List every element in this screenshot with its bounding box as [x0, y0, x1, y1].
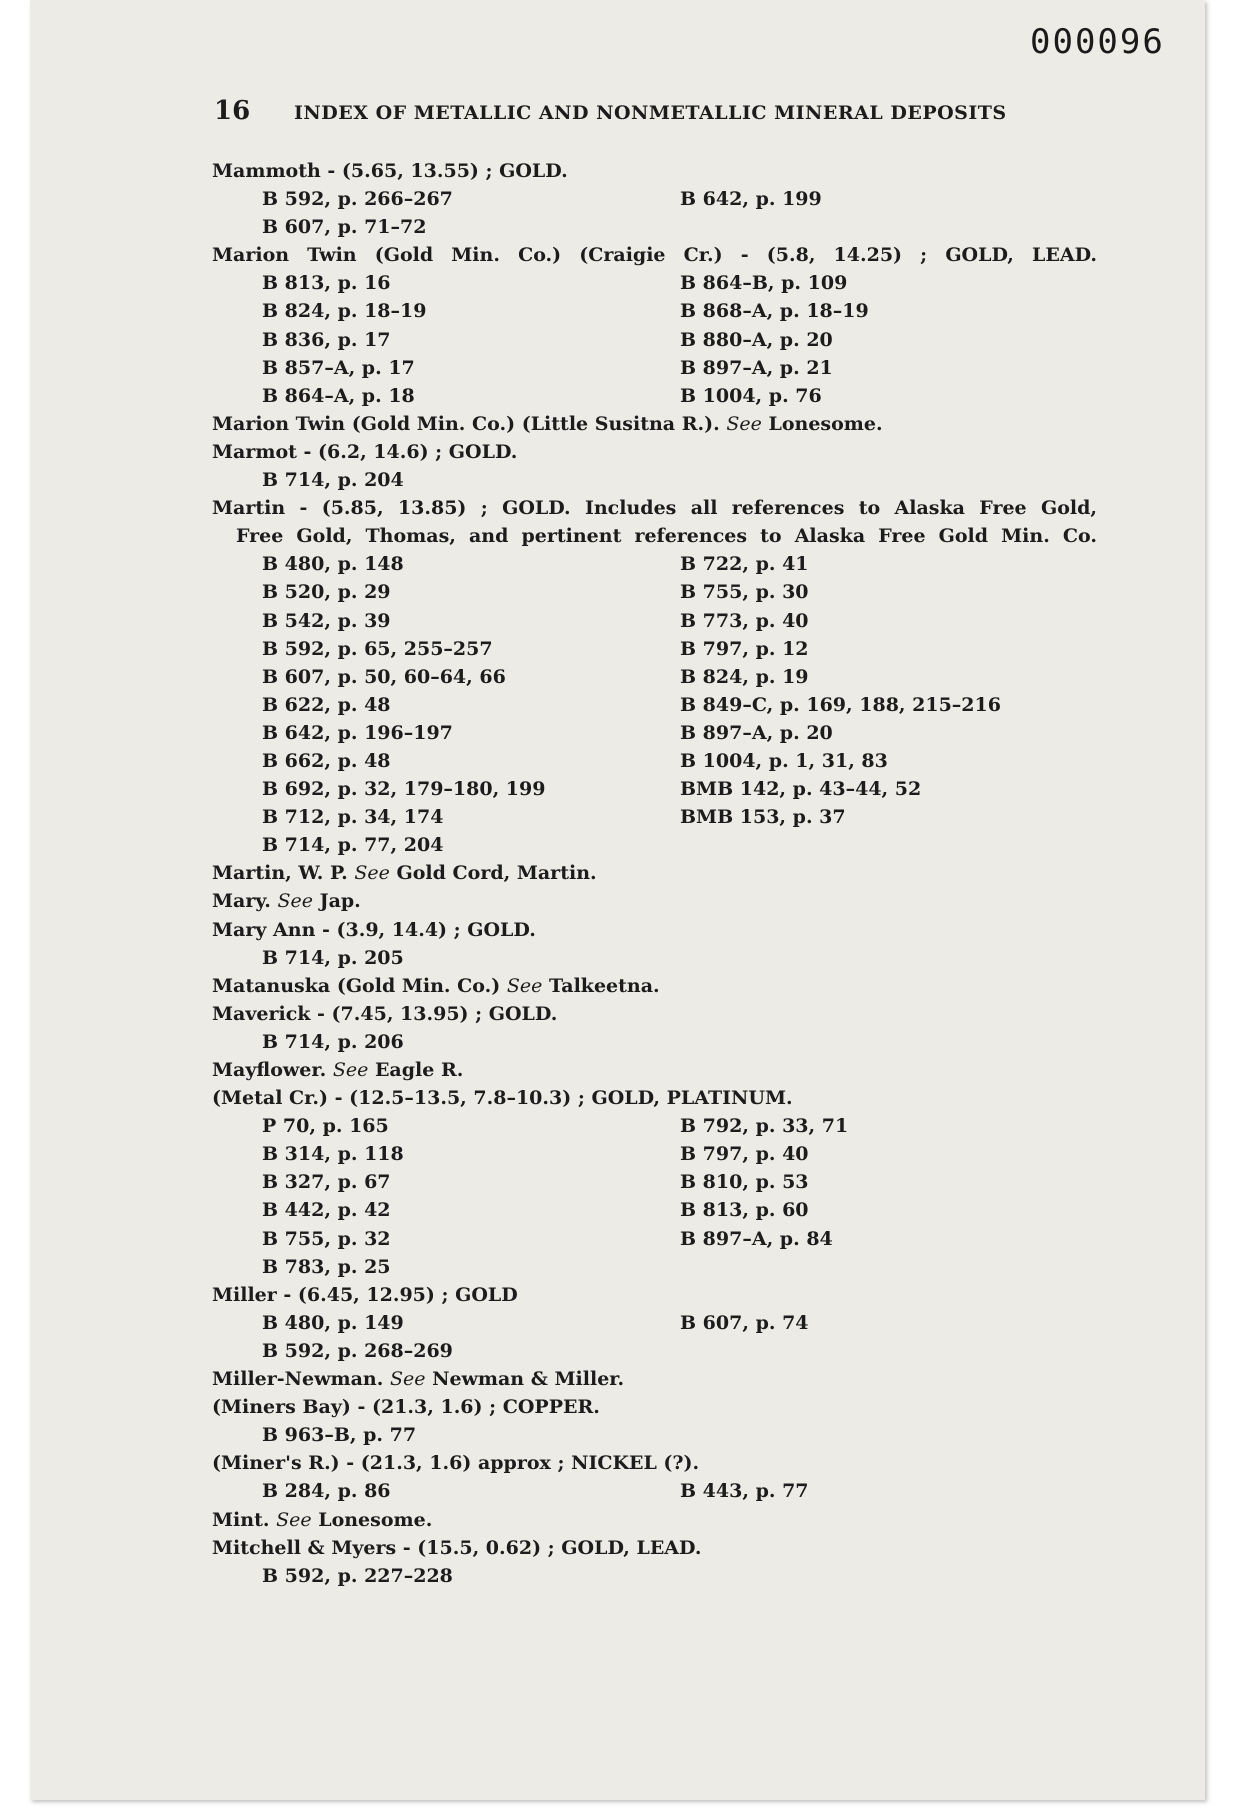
reference-citation: B 963–B, p. 77: [262, 1424, 417, 1447]
index-entry-heading: [212, 241, 1097, 269]
reference-citation: B 714, p. 77, 204: [262, 834, 444, 857]
page-stamp-number: 000096: [1030, 22, 1165, 62]
entry-text: Matanuska (Gold Min. Co.): [212, 974, 507, 997]
reference-citation: B 607, p. 50, 60–64, 66: [262, 665, 506, 688]
entry-text: Maverick - (7.45, 13.95) ; GOLD.: [212, 1002, 558, 1025]
index-entry-continuation: [212, 522, 1097, 550]
reference-citation: BMB 153, p. 37: [680, 806, 846, 829]
reference-citation: B 857–A, p. 17: [262, 356, 415, 379]
reference-citation: B 813, p. 16: [262, 272, 391, 295]
reference-citation: P 70, p. 165: [262, 1115, 389, 1138]
reference-citation: [680, 944, 1140, 972]
page-title: INDEX OF METALLIC AND NONMETALLIC MINERAL DEPOSITS: [294, 102, 1007, 124]
reference-citation: B 880–A, p. 20: [680, 328, 833, 351]
reference-citation: B 773, p. 40: [680, 609, 809, 632]
reference-citation: B 868–A, p. 18–19: [680, 300, 869, 323]
entry-text: (Miners Bay) - (21.3, 1.6) ; COPPER.: [212, 1396, 600, 1419]
reference-citation: B 714, p. 206: [262, 1030, 404, 1053]
reference-citation: B 592, p. 227–228: [262, 1564, 453, 1587]
entry-text: Marion Twin (Gold Min. Co.) (Craigie Cr.) - (5.8, 14.25) ; GOLD, LEAD.: [212, 244, 1097, 267]
reference-citation: B 797, p. 40: [680, 1143, 809, 1166]
reference-citation: B 607, p. 71–72: [262, 216, 427, 239]
reference-citation: [680, 1337, 1140, 1365]
reference-citation: B 442, p. 42: [262, 1199, 391, 1222]
entry-text: Miller - (6.45, 12.95) ; GOLD: [212, 1283, 518, 1306]
reference-list: [212, 466, 1097, 494]
reference-citation: B 849–C, p. 169, 188, 215–216: [680, 693, 1001, 716]
see-reference-target: Lonesome.: [761, 412, 883, 435]
see-reference-label: See: [389, 1368, 426, 1391]
reference-citation: [680, 1253, 1140, 1281]
reference-list: [212, 550, 1097, 859]
see-reference-label: See: [276, 1508, 312, 1531]
entry-text: Mayflower.: [212, 1059, 333, 1081]
reference-citation: [680, 1421, 1140, 1449]
index-entry-heading: [212, 972, 1097, 1000]
reference-citation: [680, 466, 1140, 494]
see-reference-target: Lonesome.: [311, 1508, 433, 1531]
entry-text: (Miner's R.) - (21.3, 1.6) approx ; NICKEL (?).: [212, 1452, 700, 1475]
reference-citation: B 897–A, p. 21: [680, 356, 833, 379]
reference-citation: BMB 142, p. 43–44, 52: [680, 778, 922, 801]
entry-text: Mammoth - (5.65, 13.55) ; GOLD.: [212, 160, 568, 182]
reference-list: [212, 1112, 1097, 1281]
index-entry-heading: [212, 1056, 1097, 1084]
entry-text: Mary Ann - (3.9, 14.4) ; GOLD.: [212, 918, 536, 941]
document-page: [30, 0, 1205, 1800]
reference-citation: B 712, p. 34, 174: [262, 806, 444, 829]
reference-citation: B 864–A, p. 18: [262, 384, 415, 407]
index-entry-heading: [212, 1084, 1097, 1112]
see-reference-label: See: [332, 1059, 369, 1081]
reference-citation: [680, 1028, 1140, 1056]
index-entry-heading: [212, 157, 1097, 185]
reference-citation: B 714, p. 205: [262, 946, 404, 969]
reference-list: [212, 1477, 1097, 1505]
reference-citation: B 897–A, p. 20: [680, 721, 833, 744]
index-entry-heading: [212, 410, 1097, 438]
entry-text: Miller-Newman.: [212, 1368, 390, 1391]
index-entry-heading: [212, 1393, 1097, 1421]
reference-list: [212, 1421, 1097, 1449]
reference-citation: B 813, p. 60: [680, 1199, 809, 1222]
reference-citation: B 480, p. 148: [262, 553, 404, 576]
see-reference-target: Talkeetna.: [542, 974, 660, 997]
reference-list: [212, 1309, 1097, 1365]
reference-citation: B 810, p. 53: [680, 1171, 809, 1194]
reference-list: [212, 185, 1097, 241]
reference-citation: B 642, p. 196–197: [262, 721, 453, 744]
reference-citation: B 443, p. 77: [680, 1480, 809, 1503]
reference-citation: B 783, p. 25: [262, 1255, 391, 1278]
reference-citation: B 864–B, p. 109: [680, 272, 848, 295]
see-reference-label: See: [354, 862, 390, 885]
entry-text: (Metal Cr.) - (12.5–13.5, 7.8–10.3) ; GOLD, PLATINUM.: [212, 1087, 793, 1110]
reference-citation: B 722, p. 41: [680, 553, 809, 576]
entry-text: Marmot - (6.2, 14.6) ; GOLD.: [212, 440, 518, 463]
entry-text: Martin - (5.85, 13.85) ; GOLD. Includes all references to Alaska Free Gold,: [212, 497, 1097, 520]
see-reference-target: Newman & Miller.: [425, 1368, 625, 1391]
index-entries: [212, 157, 1097, 1590]
reference-citation: B 520, p. 29: [262, 581, 391, 604]
see-reference-label: See: [726, 412, 762, 435]
index-entry-heading: [212, 1365, 1097, 1393]
page-number: 16: [214, 96, 251, 126]
reference-citation: B 480, p. 149: [262, 1311, 404, 1334]
reference-citation: B 592, p. 65, 255–257: [262, 637, 493, 660]
reference-citation: B 314, p. 118: [262, 1143, 404, 1166]
reference-citation: B 692, p. 32, 179–180, 199: [262, 778, 546, 801]
reference-citation: B 662, p. 48: [262, 749, 391, 772]
see-reference-target: Gold Cord, Martin.: [389, 862, 597, 885]
index-entry-heading: [212, 916, 1097, 944]
page-header: [214, 96, 1007, 126]
reference-citation: B 836, p. 17: [262, 328, 391, 351]
reference-citation: B 897–A, p. 84: [680, 1227, 833, 1250]
see-reference-label: See: [506, 974, 543, 997]
reference-citation: B 824, p. 18–19: [262, 300, 427, 323]
reference-citation: B 1004, p. 1, 31, 83: [680, 749, 888, 772]
reference-citation: B 797, p. 12: [680, 637, 809, 660]
entry-text: Free Gold, Thomas, and pertinent references to Alaska Free Gold Min. Co.: [236, 525, 1097, 548]
index-entry-heading: [212, 494, 1097, 522]
index-entry-heading: [212, 1000, 1097, 1028]
reference-citation: [680, 213, 1140, 241]
reference-citation: [680, 831, 1140, 859]
reference-citation: B 607, p. 74: [680, 1311, 809, 1334]
reference-list: [212, 1028, 1097, 1056]
entry-text: Mary.: [212, 890, 278, 913]
reference-citation: B 755, p. 30: [680, 581, 809, 604]
reference-list: [212, 269, 1097, 409]
entry-text: Mitchell & Myers - (15.5, 0.62) ; GOLD, LEAD.: [212, 1536, 702, 1559]
reference-citation: B 1004, p. 76: [680, 384, 822, 407]
reference-citation: B 642, p. 199: [680, 188, 822, 211]
see-reference-target: Jap.: [312, 890, 361, 913]
index-entry-heading: [212, 1506, 1097, 1534]
reference-citation: B 792, p. 33, 71: [680, 1115, 849, 1138]
index-entry-heading: [212, 438, 1097, 466]
reference-citation: B 592, p. 266–267: [262, 188, 453, 211]
reference-list: [212, 1562, 1097, 1590]
see-reference-target: Eagle R.: [368, 1059, 464, 1081]
reference-citation: B 327, p. 67: [262, 1171, 391, 1194]
index-entry-heading: [212, 1449, 1097, 1477]
entry-text: Mint.: [212, 1508, 277, 1531]
entry-text: Marion Twin (Gold Min. Co.) (Little Susitna R.).: [212, 412, 727, 435]
reference-citation: B 622, p. 48: [262, 693, 391, 716]
reference-citation: B 755, p. 32: [262, 1227, 391, 1250]
index-entry-heading: [212, 1281, 1097, 1309]
reference-citation: B 542, p. 39: [262, 609, 391, 632]
see-reference-label: See: [277, 890, 313, 913]
index-entry-heading: [212, 887, 1097, 915]
reference-citation: [680, 1562, 1140, 1590]
entry-text: Martin, W. P.: [212, 862, 355, 885]
reference-citation: B 824, p. 19: [680, 665, 809, 688]
reference-citation: B 284, p. 86: [262, 1480, 391, 1503]
reference-citation: B 592, p. 268–269: [262, 1339, 453, 1362]
index-entry-heading: [212, 1534, 1097, 1562]
index-entry-heading: [212, 859, 1097, 887]
reference-list: [212, 944, 1097, 972]
reference-citation: B 714, p. 204: [262, 469, 404, 492]
